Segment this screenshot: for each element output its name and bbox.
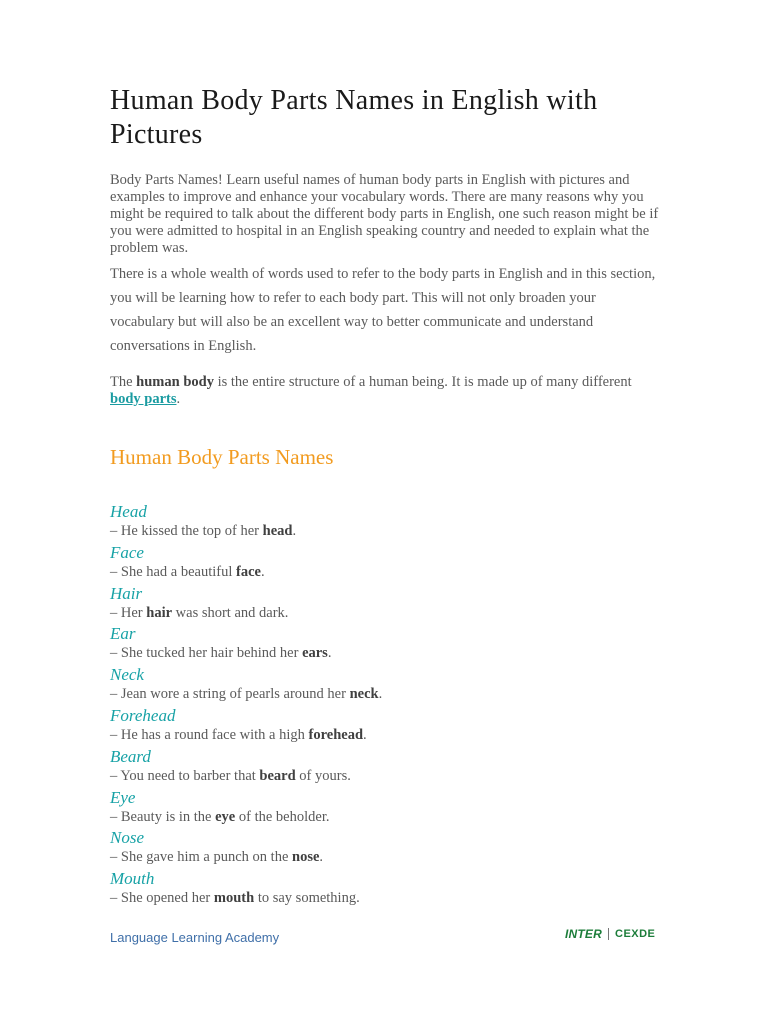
example-bold: eye bbox=[215, 808, 236, 825]
example-post: . bbox=[319, 849, 324, 866]
example-post: to say something. bbox=[254, 890, 360, 907]
part-example bbox=[110, 726, 670, 744]
inter-logo: INTER bbox=[565, 927, 602, 941]
body-parts-list bbox=[110, 502, 670, 910]
part-example bbox=[110, 808, 670, 826]
example-pre: – She gave him a punch on the bbox=[110, 849, 293, 866]
page-title: Human Body Parts Names in English with Pictures bbox=[110, 85, 598, 150]
example-post: was short and dark. bbox=[172, 604, 289, 621]
example-bold: mouth bbox=[213, 890, 255, 907]
body-parts-link[interactable]: body parts bbox=[110, 391, 177, 407]
part-term: Nose bbox=[110, 828, 144, 848]
part-example bbox=[110, 685, 670, 703]
example-pre: – He kissed the top of her bbox=[110, 523, 263, 539]
wealth-paragraph: There is a whole wealth of words used to refer to the body parts in English and in this section, you will be learning how to refer to each body part. This will not only broaden your vocabulary but will also be an excellent way to better communicate and understand conversations in English. bbox=[110, 266, 656, 354]
example-post: . bbox=[378, 686, 383, 703]
logo-divider bbox=[608, 928, 609, 940]
example-post: . bbox=[363, 726, 367, 743]
example-post: . bbox=[261, 563, 265, 580]
definition-paragraph bbox=[110, 374, 662, 408]
example-pre: – Her bbox=[110, 604, 147, 621]
list-item bbox=[110, 788, 670, 829]
example-pre: – She had a beautiful bbox=[110, 563, 237, 580]
example-post: of the beholder. bbox=[235, 808, 330, 825]
part-term: Hair bbox=[110, 583, 143, 603]
part-example bbox=[110, 604, 670, 622]
list-item bbox=[110, 543, 670, 584]
list-item bbox=[110, 502, 670, 543]
list-item bbox=[110, 747, 670, 788]
list-item bbox=[110, 584, 670, 625]
example-pre: – He has a round face with a high bbox=[110, 726, 309, 743]
footer-academy-name: Language Learning Academy bbox=[110, 930, 280, 945]
example-bold: face bbox=[236, 563, 261, 580]
part-term: Mouth bbox=[110, 869, 155, 889]
definition-bold: human body bbox=[136, 374, 214, 390]
example-bold: forehead bbox=[308, 726, 364, 743]
example-bold: ears bbox=[302, 645, 328, 662]
definition-pre: The bbox=[110, 374, 137, 390]
example-bold: head bbox=[262, 523, 293, 539]
part-example bbox=[110, 889, 670, 907]
part-example bbox=[110, 522, 670, 540]
part-term: Neck bbox=[110, 665, 144, 685]
example-pre: – Beauty is in the bbox=[110, 808, 216, 825]
part-example bbox=[110, 848, 670, 866]
part-term: Forehead bbox=[110, 705, 176, 725]
example-post: . bbox=[327, 645, 332, 662]
list-item bbox=[110, 665, 670, 706]
footer-logos bbox=[565, 927, 655, 941]
list-item bbox=[110, 828, 670, 869]
example-bold: neck bbox=[349, 686, 379, 703]
part-term: Beard bbox=[110, 746, 151, 766]
example-post: . bbox=[292, 523, 297, 539]
example-bold: hair bbox=[146, 604, 173, 621]
list-item bbox=[110, 706, 670, 747]
cexde-logo: CEXDE bbox=[615, 928, 656, 940]
part-term: Head bbox=[110, 502, 147, 521]
part-example bbox=[110, 767, 670, 785]
example-bold: nose bbox=[292, 849, 320, 866]
part-example bbox=[110, 644, 670, 662]
definition-mid: is the entire structure of a human being. It is made up of many different bbox=[213, 374, 632, 390]
example-post: of yours. bbox=[295, 767, 351, 784]
example-bold: beard bbox=[259, 767, 296, 784]
part-example bbox=[110, 563, 670, 581]
example-pre: – You need to barber that bbox=[110, 767, 260, 784]
intro-paragraph: Body Parts Names! Learn useful names of human body parts in English with pictures and examples to improve and enhance your vocabulary words. There are many reasons why you might be required to talk about the different body parts in English, one such reason might be if you were admitted to hospital in an English speaking country and needed to explain what the problem was. bbox=[110, 172, 659, 256]
example-pre: – She tucked her hair behind her bbox=[110, 645, 303, 662]
part-term: Face bbox=[110, 542, 144, 562]
list-item bbox=[110, 869, 670, 910]
example-pre: – She opened her bbox=[110, 890, 214, 907]
definition-post: . bbox=[176, 391, 181, 407]
part-term: Eye bbox=[110, 787, 136, 807]
example-pre: – Jean wore a string of pearls around her bbox=[110, 686, 350, 703]
list-item bbox=[110, 624, 670, 665]
part-term: Ear bbox=[110, 624, 136, 644]
section-heading: Human Body Parts Names bbox=[110, 445, 334, 469]
